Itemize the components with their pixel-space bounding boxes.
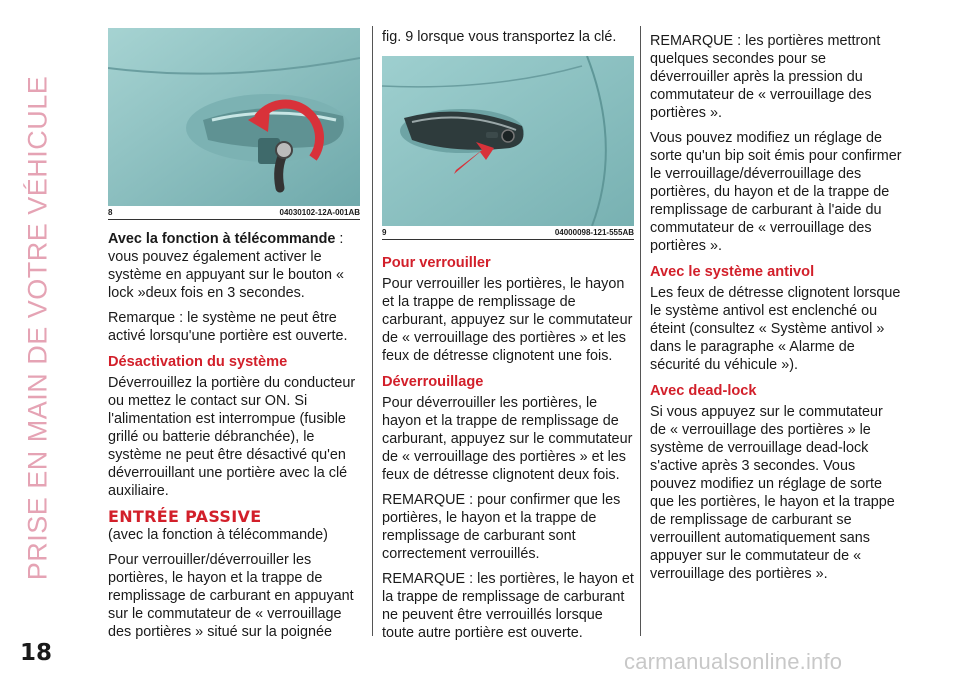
paragraph-remark: REMARQUE : les portières mettront quelques secondes pour se déverrouiller après la pression du commutateur de « verrouillage des portières ». [650, 33, 881, 121]
watermark: carmanualsonline.info [624, 649, 843, 674]
column-3 [650, 32, 902, 590]
remote-text: : vous pouvez également activer le système en appuyant sur le bouton « lock »deux fois en 3 secondes. [108, 231, 344, 301]
heading-antitheft: Avec le système antivol [650, 264, 815, 280]
column-1 [108, 28, 360, 648]
paragraph-remote [108, 230, 360, 302]
figure-number: 8 [108, 208, 113, 217]
paragraph-lock: Pour verrouiller les portières, le hayon et la trappe de remplissage de carburant, appuyez sur le commutateur de « verrouillage des portières » et les feux de détresse clignotent une fois. [382, 276, 633, 364]
passive-subtitle: (avec la fonction à télécommande) [108, 527, 328, 543]
heading-unlock: Déverrouillage [382, 374, 484, 390]
paragraph-unlock: Pour déverrouiller les portières, le hayon et la trappe de remplissage de carburant, appuyez sur le commutateur de « verrouillage des portières » et les feux de détresse clignotent deux fois. [382, 395, 633, 483]
figure-8 [108, 28, 360, 220]
figure-code: 04000098-121-555AB [554, 228, 634, 237]
paragraph-remark-2: REMARQUE : les portières, le hayon et la trappe de remplissage de carburant ne peuvent être verrouillés lorsque toute autre portière est ouverte. [382, 571, 634, 641]
paragraph-settings: Vous pouvez modifiez un réglage de sorte qu'un bip soit émis pour confirmer le verrouillage/déverrouillage des portières, du hayon et de la trappe de remplissage de carburant à l'aide du commutateur de « verrouillage des portières ». [650, 130, 902, 254]
heading-lock: Pour verrouiller [382, 255, 491, 271]
door-handle-key-image [108, 28, 360, 206]
remote-lead: Avec la fonction à télécommande [108, 231, 336, 247]
door-handle-button-image [382, 56, 634, 226]
figure-caption [382, 226, 634, 239]
paragraph-passive: Pour verrouiller/déverrouiller les portières, le hayon et la trappe de remplissage de carburant en appuyant sur le commutateur de « verrouillage des portières » situé sur la poignée [108, 552, 354, 640]
heading-deactivation: Désactivation du système [108, 354, 288, 370]
side-section-title [16, 28, 60, 628]
column-2 [382, 28, 634, 649]
paragraph-remark: Remarque : le système ne peut être activé lorsqu'une portière est ouverte. [108, 310, 348, 344]
heading-passive-entry: ENTRÉE PASSIVE [108, 507, 262, 526]
paragraph-deactivation: Déverrouillez la portière du conducteur ou mettez le contact sur ON. Si l'alimentation est interrompue (fusible grillé ou batterie débranchée), le système ne peut être désactivé qu'en déverrouillant une portière avec la clé auxiliaire. [108, 375, 356, 499]
column-separator [372, 26, 373, 636]
heading-deadlock: Avec dead-lock [650, 383, 757, 399]
figure-9 [382, 56, 634, 240]
column-separator [640, 26, 641, 636]
figure-caption [108, 206, 360, 219]
page-number: 18 [20, 640, 53, 666]
paragraph-deadlock: Si vous appuyez sur le commutateur de « verrouillage des portières » le système de verrouillage dead-lock s'active après 3 secondes. Vous pouvez modifiez un réglage de sorte que les portières, le hayon et la trappe de remplissage de carburant se verrouillent automatiquement sans appuyer sur le commutateur de « verrouillage des portières ». [650, 404, 895, 582]
paragraph-antitheft: Les feux de détresse clignotent lorsque le système antivol est enclenché ou éteint (consultez « Système antivol » dans le paragraphe « Alarme de sécurité du véhicule »). [650, 285, 901, 373]
side-title-text: PRISE EN MAIN DE VOTRE VÉHICULE [22, 75, 53, 581]
figure-code: 04030102-12A-001AB [279, 208, 360, 217]
figure-number: 9 [382, 228, 387, 237]
paragraph-remark-1: REMARQUE : pour confirmer que les portières, le hayon et la trappe de remplissage de carburant sont correctement verrouillés. [382, 492, 621, 562]
paragraph-continued: fig. 9 lorsque vous transportez la clé. [382, 29, 617, 45]
